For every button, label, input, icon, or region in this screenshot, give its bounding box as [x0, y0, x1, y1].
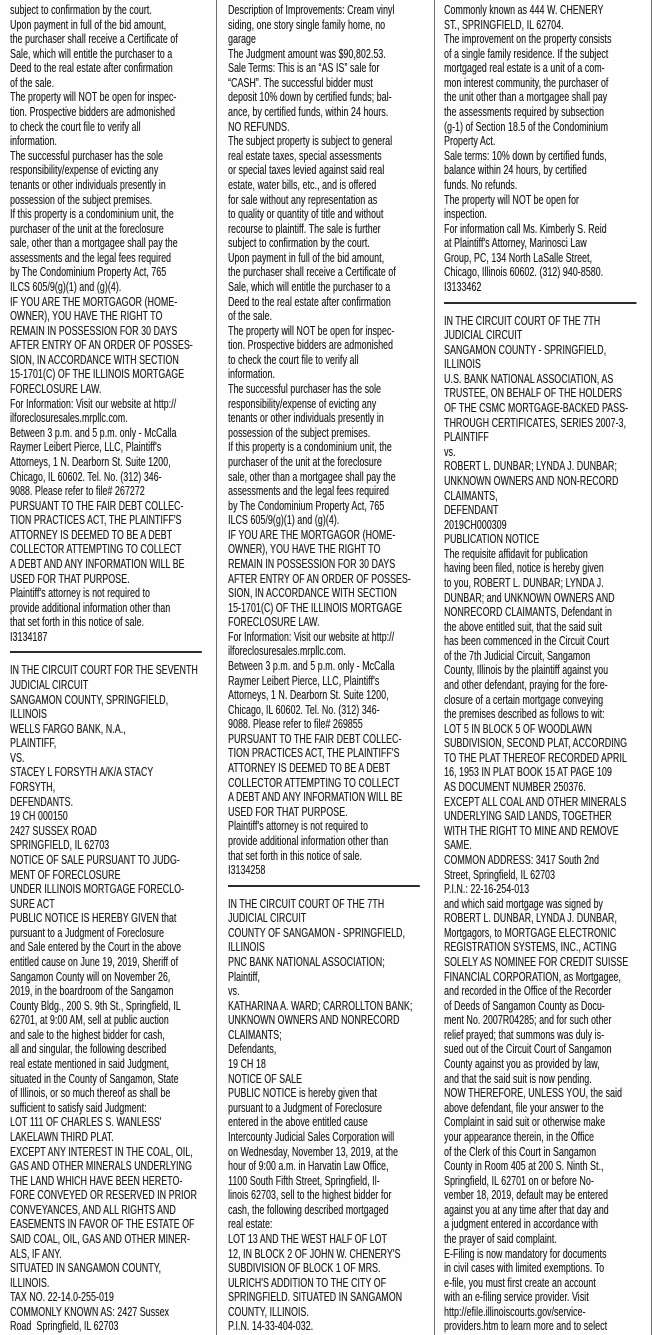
notice-line: to quality or quantity of title and without: [228, 207, 384, 222]
notice-line: a judgment entered in accordance with: [444, 1217, 599, 1232]
notice-line: SPRINGFIELD. SITUATED IN SANGAMON: [228, 1290, 403, 1305]
notice-line: JUDICIAL CIRCUIT: [228, 911, 307, 926]
notice-line: of the Clerk of this Court in Sangamon: [444, 1144, 597, 1159]
notice-line: sale, other than a mortgagee shall pay the: [10, 236, 178, 251]
notice-line: the prayer of said complaint.: [444, 1231, 557, 1246]
notice-line: Plaintiff's attorney is not required to: [228, 819, 368, 834]
legal-notice-block: [228, 897, 434, 1334]
notice-line: purchaser of the unit at the foreclosure: [228, 454, 382, 469]
notice-line: of Deeds of Sangamon County as Docu-: [444, 998, 605, 1013]
notice-line: by The Condominium Property Act, 765: [228, 498, 385, 513]
notice-line: vs.: [444, 444, 456, 459]
notice-line: ilforeclosuresales.mrpllc.com.: [228, 644, 346, 659]
notice-line: The improvement on the property consists: [444, 32, 612, 47]
notice-line: SION, IN ACCORDANCE WITH SECTION: [228, 586, 397, 601]
notice-line: Sale Terms: This is an “AS IS” sale for: [228, 61, 380, 76]
notice-line: PUBLIC NOTICE IS HEREBY GIVEN that: [10, 911, 177, 926]
notice-line: NO REFUNDS.: [228, 119, 290, 134]
notice-line: FORSYTH,: [10, 780, 56, 795]
notice-line: real estate taxes, special assessments: [228, 148, 382, 163]
notice-line: 1100 South Fifth Street, Springfield, Il-: [228, 1173, 380, 1188]
notice-line: COLLECTOR ATTEMPTING TO COLLECT: [228, 775, 400, 790]
notice-line: subject to confirmation by the court.: [10, 3, 152, 17]
notice-line: ILCS 605/9(g)(1) and (g)(4).: [10, 279, 122, 294]
notice-line: situated in the County of Sangamon, State: [10, 1071, 179, 1086]
notice-line: DEFENDANT: [444, 503, 499, 518]
notice-line: responsibility/expense of evicting any: [228, 396, 377, 411]
notice-line: e-file, you must first create an account: [444, 1275, 596, 1290]
notice-line: SION, IN ACCORDANCE WITH SECTION: [10, 352, 179, 367]
notice-line: PURSUANT TO THE FAIR DEBT COLLEC-: [10, 498, 184, 513]
notice-line: LOT 111 OF CHARLES S. WANLESS': [10, 1115, 162, 1130]
notice-line: VS.: [10, 750, 25, 765]
notice-line: http://efile.illinoiscourts.gov/service-: [444, 1304, 586, 1319]
notice-line: ILLINOIS: [10, 707, 47, 722]
notice-line: IF YOU ARE THE MORTGAGOR (HOME-: [228, 527, 396, 542]
notice-line: GAS AND OTHER MINERALS UNDERLYING: [10, 1159, 192, 1174]
notice-line: For Information: Visit our website at http://: [228, 629, 395, 644]
notice-line: PURSUANT TO THE FAIR DEBT COLLEC-: [228, 731, 402, 746]
notice-line: sale, other than a mortgagee shall pay the: [228, 469, 396, 484]
notice-line: LAKELAWN THIRD PLAT.: [10, 1129, 114, 1144]
notice-line: the assessments required by subsection: [444, 105, 604, 120]
notice-line: funds. No refunds.: [444, 177, 518, 192]
notice-line: EXCEPT ALL COAL AND OTHER MINERALS: [444, 794, 627, 809]
notice-line: 9088. Please refer to file# 267272: [10, 484, 145, 499]
notice-line: and which said mortgage was signed by: [444, 896, 603, 911]
notice-line: SAME.: [444, 838, 472, 853]
notice-line: TION PRACTICES ACT, THE PLAINTIFF'S: [10, 513, 182, 528]
notice-line: siding, one story single family home, no: [228, 17, 386, 32]
notice-line: PUBLIC NOTICE is hereby given that: [228, 1086, 377, 1101]
notice-line: entered in the above entitled cause: [228, 1115, 368, 1130]
notice-line: For information call Ms. Kimberly S. Reid: [444, 221, 607, 236]
legal-notice-block: [10, 3, 216, 644]
notice-line: SUBDIVISION OF BLOCK 1 OF MRS.: [228, 1261, 381, 1276]
notice-line: at Plaintiff's Attorney, Marinosci Law: [444, 236, 587, 251]
notice-line: providers.htm to learn more and to select: [444, 1319, 608, 1334]
notice-line: ST., SPRINGFIELD, IL 62704.: [444, 17, 564, 32]
notice-line: or special taxes levied against said real: [228, 163, 385, 178]
notice-line: and other defendant, praying for the fore-: [444, 678, 608, 693]
notice-line: SAID COAL, OIL, GAS AND OTHER MINER-: [10, 1231, 190, 1246]
notice-line: PLAINTIFF: [444, 430, 489, 445]
notice-line: possession of the subject premises.: [10, 192, 153, 207]
notice-line: Sangamon County will on November 26,: [10, 969, 171, 984]
notice-line: that set forth in this notice of sale.: [228, 848, 362, 863]
notice-line: pursuant to a Judgment of Foreclosure: [228, 1100, 383, 1115]
notice-line: ance, by certified funds, within 24 hours.: [228, 105, 389, 120]
notice-line: assessments and the legal fees required: [10, 250, 172, 265]
notice-line: tenants or other individuals presently in: [228, 411, 384, 426]
notice-line: 15-1701(C) OF THE ILLINOIS MORTGAGE: [10, 367, 185, 382]
notice-line: and recorded in the Office of the Recorder: [444, 984, 612, 999]
notice-line: inspection.: [444, 207, 487, 222]
notice-line: tenants or other individuals presently in: [10, 177, 166, 192]
notice-line: that set forth in this notice of sale.: [10, 615, 144, 630]
notice-line: Defendants,: [228, 1042, 277, 1057]
notice-line: SOLELY AS NOMINEE FOR CREDIT SUISSE: [444, 955, 629, 969]
notice-line: PUBLICATION NOTICE: [444, 532, 540, 547]
notice-line: of the sale.: [228, 309, 272, 324]
notice-line: purchaser of the unit at the foreclosure: [10, 221, 164, 236]
notice-line: ilforeclosuresales.mrpllc.com.: [10, 411, 128, 426]
notice-line: Between 3 p.m. and 5 p.m. only - McCalla: [228, 659, 395, 674]
notice-line: Chicago, Illinois 60602. (312) 940-8580.: [444, 265, 604, 280]
notice-line: The successful purchaser has the sole: [228, 382, 382, 397]
notice-line: KATHARINA A. WARD; CARROLLTON BANK;: [228, 998, 413, 1013]
notice-line: Sale, which will entitle the purchaser to a: [10, 46, 173, 61]
notice-line: recourse to plaintiff. The sale is further: [228, 221, 381, 236]
notice-line: UNDER ILLINOIS MORTGAGE FORECLO-: [10, 882, 185, 897]
notice-line: sued out of the Circuit Court of Sangamon: [444, 1042, 612, 1057]
notice-line: County against you as provided by law,: [444, 1057, 600, 1072]
notice-line: of the sale.: [10, 75, 54, 90]
notice-line: DUNBAR; and UNKNOWN OWNERS AND: [444, 590, 615, 605]
notice-line: Description of Improvements: Cream vinyl: [228, 3, 395, 17]
notice-line: REMAIN IN POSSESSION FOR 30 DAYS: [10, 323, 178, 338]
notice-line: EASEMENTS IN FAVOR OF THE ESTATE OF: [10, 1217, 195, 1232]
notice-line: Road Springfield, IL 62703: [10, 1319, 119, 1334]
notice-line: The property will NOT be open for inspec-: [228, 323, 395, 338]
notice-line: 15-1701(C) OF THE ILLINOIS MORTGAGE: [228, 600, 403, 615]
notice-line: provide additional information other than: [10, 600, 171, 615]
notice-line: Attorneys, 1 N. Dearborn St. Suite 1200,: [10, 454, 171, 469]
notice-line: AFTER ENTRY OF AN ORDER OF POSSES-: [10, 338, 193, 353]
notice-line: real estate:: [228, 1217, 273, 1232]
notice-line: County in Room 405 at 200 S. Ninth St.,: [444, 1159, 604, 1174]
notice-line: IF YOU ARE THE MORTGAGOR (HOME-: [10, 294, 178, 309]
notice-line: THROUGH CERTIFICATES, SERIES 2007-3,: [444, 415, 626, 430]
notice-line: real estate mentioned in said Judgment,: [10, 1057, 170, 1072]
notice-line: on Wednesday, November 13, 2019, at the: [228, 1144, 399, 1159]
notice-line: E-Filing is now mandatory for documents: [444, 1246, 607, 1261]
notice-line: ILCS 605/9(g)(1) and (g)(4).: [228, 513, 340, 528]
notice-line: estate, water bills, etc., and is offered: [228, 177, 377, 192]
notice-line: Sale terms: 10% down by certified funds,: [444, 148, 607, 163]
notice-line: tion. Prospective bidders are admonished: [10, 105, 176, 120]
notice-line: sufficient to satisfy said Judgment:: [10, 1100, 147, 1115]
notice-line: Mortgagors, to MORTGAGE ELECTRONIC: [444, 925, 617, 940]
notice-column-2: [217, 0, 435, 1335]
notice-line: responsibility/expense of evicting any: [10, 163, 159, 178]
notice-line: UNDERLYING SAID LANDS, TOGETHER: [444, 809, 612, 824]
notice-line: I3134187: [10, 629, 48, 644]
notice-line: Upon payment in full of the bid amount,: [10, 17, 167, 32]
notice-line: and that the said suit is now pending.: [444, 1071, 592, 1086]
notice-separator: [10, 651, 202, 653]
notice-line: ULRICH'S ADDITION TO THE CITY OF: [228, 1275, 387, 1290]
notice-line: Chicago, IL 60602. Tel. No. (312) 346-: [228, 702, 380, 717]
notice-line: ILLINOIS: [444, 357, 481, 372]
notice-separator: [444, 302, 637, 304]
notice-line: 12, IN BLOCK 2 OF JOHN W. CHENERY'S: [228, 1246, 401, 1261]
notice-line: tion. Prospective bidders are admonished: [228, 338, 394, 353]
notice-line: Property Act.: [444, 134, 496, 149]
notice-line: closure of a certain mortgage conveying: [444, 692, 604, 707]
notice-line: SPRINGFIELD, IL 62703: [10, 838, 110, 853]
notice-line: to check the court file to verify all: [10, 119, 141, 134]
notice-line: above defendant, file your answer to the: [444, 1100, 604, 1115]
notice-line: A DEBT AND ANY INFORMATION WILL BE: [228, 790, 403, 805]
notice-line: Commonly known as 444 W. CHENERY: [444, 3, 604, 17]
notice-line: 19 CH 18: [228, 1057, 266, 1072]
notice-line: County, Illinois by the plaintiff against you: [444, 663, 609, 678]
notice-line: ALS, IF ANY.: [10, 1246, 62, 1261]
notice-line: balance within 24 hours, by certified: [444, 163, 587, 178]
notice-line: ATTORNEY IS DEEMED TO BE A DEBT: [10, 527, 173, 542]
notice-line: relief prayed; that summons was duly is-: [444, 1027, 605, 1042]
notice-line: Deed to the real estate after confirmation: [228, 294, 391, 309]
notice-line: JUDICIAL CIRCUIT: [10, 678, 89, 693]
notice-line: information.: [10, 134, 57, 149]
notice-line: OWNER), YOU HAVE THE RIGHT TO: [228, 542, 381, 557]
notice-line: OWNER), YOU HAVE THE RIGHT TO: [10, 309, 163, 324]
notice-line: Complaint in said suit or otherwise make: [444, 1115, 606, 1130]
notice-line: I3134258: [228, 863, 266, 878]
notice-line: having been filed, notice is hereby given: [444, 561, 604, 576]
notice-line: vember 18, 2019, default may be entered: [444, 1188, 608, 1203]
notice-line: REMAIN IN POSSESSION FOR 30 DAYS: [228, 556, 396, 571]
notice-line: NOTICE OF SALE: [228, 1071, 302, 1086]
notice-line: WELLS FARGO BANK, N.A.,: [10, 721, 126, 736]
notice-line: COMMONLY KNOWN AS: 2427 Sussex: [10, 1304, 170, 1319]
notice-column-3: [435, 0, 652, 1335]
notice-column-1-content: [10, 3, 216, 1334]
notice-line: Intercounty Judicial Sales Corporation will: [228, 1129, 395, 1144]
notice-line: SURE ACT: [10, 896, 55, 911]
notice-line: County Bldg., 200 S. 9th St., Springfield, IL: [10, 998, 181, 1013]
notice-line: SITUATED IN SANGAMON COUNTY,: [10, 1261, 162, 1276]
notice-line: the premises described as follows to wit:: [444, 707, 605, 722]
notice-line: P.I.N. 14-33-404-032.: [228, 1319, 314, 1334]
notice-line: NOW THEREFORE, UNLESS YOU, the said: [444, 1086, 622, 1101]
notice-line: FINANCIAL CORPORATION, as Mortgagee,: [444, 969, 621, 984]
notice-line: AS DOCUMENT NUMBER 250376.: [444, 780, 586, 795]
notice-line: PLAINTIFF,: [10, 736, 57, 751]
notice-line: “CASH”. The successful bidder must: [228, 75, 373, 90]
notice-line: Raymer Leibert Pierce, LLC, Plaintiff's: [228, 673, 380, 688]
notice-line: FORE CONVEYED OR RESERVED IN PRIOR: [10, 1188, 197, 1203]
notice-line: If this property is a condominium unit, the: [10, 207, 174, 222]
notice-line: REGISTRATION SYSTEMS, INC., ACTING: [444, 940, 617, 955]
notice-line: garage: [228, 32, 256, 47]
notice-line: ILLINOIS.: [10, 1275, 50, 1290]
notice-line: COUNTY, ILLINOIS.: [228, 1304, 309, 1319]
notice-line: For Information: Visit our website at http://: [10, 396, 177, 411]
notice-line: Plaintiff,: [228, 969, 260, 984]
notice-line: The successful purchaser has the sole: [10, 148, 164, 163]
notice-line: SANGAMON COUNTY, SPRINGFIELD,: [10, 692, 169, 707]
notice-line: ROBERT L. DUNBAR; LYNDA J. DUNBAR;: [444, 459, 617, 474]
notice-line: STACEY L FORSYTH A/K/A STACY: [10, 765, 154, 780]
notice-line: Raymer Leibert Pierce, LLC, Plaintiff's: [10, 440, 162, 455]
notice-line: SANGAMON COUNTY - SPRINGFIELD,: [444, 342, 607, 357]
notice-line: The subject property is subject to general: [228, 134, 393, 149]
notice-line: LOT 5 IN BLOCK 5 OF WOODLAWN: [444, 721, 592, 736]
notice-line: The Judgment amount was $90,802.53.: [228, 46, 386, 61]
notice-column-2-content: [228, 3, 434, 1334]
notice-line: IN THE CIRCUIT COURT FOR THE SEVENTH: [10, 663, 198, 678]
notice-line: mortgaged real estate is a unit of a com-: [444, 61, 605, 76]
notice-line: Sale, which will entitle the purchaser to a: [228, 279, 391, 294]
notice-line: of Illinois, or so much thereof as shall be: [10, 1086, 171, 1101]
notice-line: assessments and the legal fees required: [228, 484, 390, 499]
notice-line: CLAIMANTS,: [444, 488, 498, 503]
notice-line: against you at any time after that day and: [444, 1202, 609, 1217]
notice-line: 2019, in the boardroom of the Sangamon: [10, 984, 174, 999]
notice-line: UNKNOWN OWNERS AND NON-RECORD: [444, 473, 619, 488]
notice-line: COLLECTOR ATTEMPTING TO COLLECT: [10, 542, 182, 557]
notice-line: TRUSTEE, ON BEHALF OF THE HOLDERS: [444, 386, 623, 401]
notice-line: U.S. BANK NATIONAL ASSOCIATION, AS: [444, 371, 614, 386]
notice-line: TO THE PLAT THEREOF RECORDED APRIL: [444, 750, 627, 765]
notice-line: Street, Springfield, IL 62703: [444, 867, 555, 882]
notice-line: deposit 10% down by certified funds; bal-: [228, 90, 392, 105]
notice-line: TAX NO. 22-14.0-255-019: [10, 1290, 114, 1305]
notice-line: linois 62703, sell to the highest bidder for: [228, 1188, 392, 1203]
notice-line: 19 CH 000150: [10, 809, 68, 824]
notice-line: LOT 13 AND THE WEST HALF OF LOT: [228, 1231, 387, 1246]
notice-line: IN THE CIRCUIT COURT OF THE 7TH: [444, 313, 601, 328]
notice-line: subject to confirmation by the court.: [228, 236, 370, 251]
notice-line: DEFENDANTS.: [10, 794, 73, 809]
notice-column-1: [0, 0, 217, 1335]
notice-line: Springfield, IL 62701 on or before No-: [444, 1173, 594, 1188]
notice-line: OF THE CSMC MORTGAGE-BACKED PASS-: [444, 401, 629, 416]
notice-line: ROBERT L. DUNBAR, LYNDA J. DUNBAR,: [444, 911, 617, 926]
notice-line: 2019CH000309: [444, 517, 507, 532]
notice-line: entitled cause on June 19, 2019, Sheriff of: [10, 955, 179, 969]
notice-line: USED FOR THAT PURPOSE.: [10, 571, 130, 586]
notice-line: 16, 1953 IN PLAT BOOK 15 AT PAGE 109: [444, 765, 612, 780]
notice-line: PNC BANK NATIONAL ASSOCIATION;: [228, 955, 385, 969]
notice-line: ment No. 2007R04285; and for such other: [444, 1013, 612, 1028]
notice-line: NONRECORD CLAIMANTS, Defendant in: [444, 605, 612, 620]
notice-line: COUNTY OF SANGAMON - SPRINGFIELD,: [228, 925, 406, 940]
notice-line: The property will NOT be open for: [444, 192, 579, 207]
notice-line: to you, ROBERT L. DUNBAR; LYNDA J.: [444, 575, 604, 590]
notice-line: pursuant to a Judgment of Foreclosure: [10, 925, 165, 940]
notice-line: 2427 SUSSEX ROAD: [10, 823, 97, 838]
notice-line: TION PRACTICES ACT, THE PLAINTIFF'S: [228, 746, 400, 761]
notice-line: possession of the subject premises.: [228, 425, 371, 440]
legal-notice-block: [228, 3, 434, 878]
legal-notice-block: [444, 314, 651, 1334]
notice-line: Between 3 p.m. and 5 p.m. only - McCalla: [10, 425, 177, 440]
notice-line: IN THE CIRCUIT COURT OF THE 7TH: [228, 896, 385, 911]
notice-line: ILLINOIS: [228, 940, 265, 955]
notice-line: and Sale entered by the Court in the above: [10, 940, 182, 955]
notice-line: Upon payment in full of the bid amount,: [228, 250, 385, 265]
notice-line: of the 7th Judicial Circuit, Sangamon: [444, 648, 591, 663]
notice-line: MENT OF FORECLOSURE: [10, 867, 121, 882]
legal-notice-block: [10, 663, 216, 1334]
notice-line: information.: [228, 367, 275, 382]
notice-line: has been commenced in the Circuit Court: [444, 634, 609, 649]
notice-line: the unit other than a mortgagee shall pay: [444, 90, 608, 105]
notice-line: in civil cases with limited exemptions. To: [444, 1261, 605, 1276]
notice-line: 9088. Please refer to file# 269855: [228, 717, 363, 732]
notice-line: FORECLOSURE LAW.: [10, 382, 102, 397]
notice-line: provide additional information other than: [228, 833, 389, 848]
notice-line: The property will NOT be open for inspec-: [10, 90, 177, 105]
notice-line: by The Condominium Property Act, 765: [10, 265, 167, 280]
notice-line: 62701, at 9:00 AM, sell at public auction: [10, 1013, 169, 1028]
notice-line: the above entitled suit, that the said suit: [444, 619, 602, 634]
notice-line: hour of 9:00 a.m. in Harvatin Law Office,: [228, 1159, 389, 1174]
notice-line: SUBDIVISION, SECOND PLAT, ACCORDING: [444, 736, 628, 751]
notice-line: to check the court file to verify all: [228, 352, 359, 367]
notice-line: FORECLOSURE LAW.: [228, 615, 320, 630]
notice-line: USED FOR THAT PURPOSE.: [228, 804, 348, 819]
notice-line: UNKNOWN OWNERS AND NONRECORD: [228, 1013, 400, 1028]
notice-line: for sale without any representation as: [228, 192, 378, 207]
notice-line: If this property is a condominium unit, the: [228, 440, 392, 455]
notice-line: vs.: [228, 984, 240, 999]
notice-line: COMMON ADDRESS: 3417 South 2nd: [444, 852, 599, 867]
notice-line: P.I.N.: 22-16-254-013: [444, 882, 530, 897]
notice-line: Group, PC, 134 North LaSalle Street,: [444, 250, 593, 265]
notice-line: of a single family residence. If the subject: [444, 46, 609, 61]
notice-line: the purchaser shall receive a Certificate of: [10, 32, 178, 47]
notice-line: A DEBT AND ANY INFORMATION WILL BE: [10, 556, 185, 571]
notice-line: I3133462: [444, 279, 482, 294]
notice-line: THE LAND WHICH HAVE BEEN HERETO-: [10, 1173, 183, 1188]
notice-line: your appearance therein, in the Office: [444, 1129, 595, 1144]
notice-line: cash, the following described mortgaged: [228, 1202, 389, 1217]
notice-line: Chicago, IL 60602. Tel. No. (312) 346-: [10, 469, 162, 484]
notice-line: and sale to the highest bidder for cash,: [10, 1027, 165, 1042]
notice-line: (g-1) of Section 18.5 of the Condominium: [444, 119, 609, 134]
notice-line: JUDICIAL CIRCUIT: [444, 328, 523, 343]
notice-line: AFTER ENTRY OF AN ORDER OF POSSES-: [228, 571, 411, 586]
notice-line: WITH THE RIGHT TO MINE AND REMOVE: [444, 823, 619, 838]
notice-line: NOTICE OF SALE PURSUANT TO JUDG-: [10, 852, 180, 867]
legal-notice-block: [444, 3, 651, 295]
notice-line: Deed to the real estate after confirmation: [10, 61, 173, 76]
notice-line: EXCEPT ANY INTEREST IN THE COAL, OIL,: [10, 1144, 193, 1159]
notice-line: ATTORNEY IS DEEMED TO BE A DEBT: [228, 761, 391, 776]
notice-column-3-content: [444, 3, 651, 1334]
notice-line: all and singular, the following described: [10, 1042, 167, 1057]
notice-line: the purchaser shall receive a Certificate of: [228, 265, 396, 280]
notice-line: Attorneys, 1 N. Dearborn St. Suite 1200,: [228, 688, 389, 703]
notice-line: with an e-filing service provider. Visit: [444, 1290, 589, 1305]
notice-line: The requisite affidavit for publication: [444, 546, 588, 561]
notice-separator: [228, 885, 420, 887]
notice-line: Plaintiff's attorney is not required to: [10, 586, 150, 601]
notice-line: CONVEYANCES, AND ALL RIGHTS AND: [10, 1202, 176, 1217]
notice-line: CLAIMANTS;: [228, 1027, 282, 1042]
notice-line: mon interest community, the purchaser of: [444, 75, 609, 90]
